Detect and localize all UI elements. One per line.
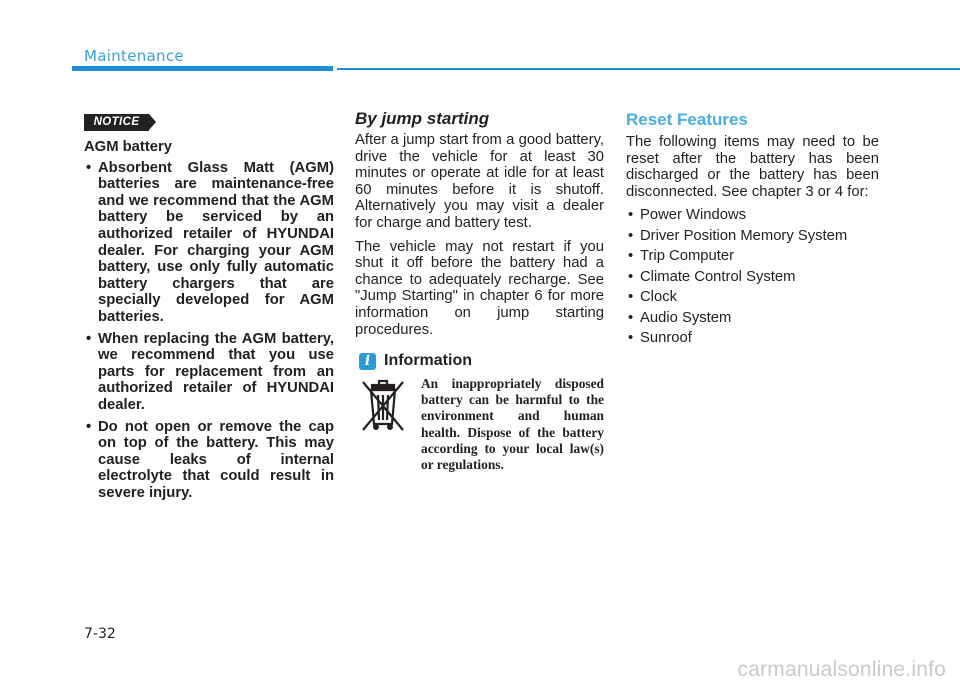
list-item: • Clock bbox=[626, 289, 879, 306]
list-item: • Driver Position Memory System bbox=[626, 228, 879, 245]
reset-intro: The following items may need to be reset after the battery has been discharged or the battery has been disconnected. See chapter 3 or 4 for: bbox=[626, 134, 879, 200]
jump-body bbox=[355, 132, 604, 345]
info-title: Information bbox=[384, 352, 472, 369]
header-rule-thick bbox=[72, 66, 333, 71]
list-item: • Audio System bbox=[626, 310, 879, 327]
reset-list bbox=[626, 207, 879, 347]
header-rule-thin bbox=[337, 68, 960, 70]
notice-body bbox=[84, 139, 334, 506]
jump-para-2: The vehicle may not restart if you shut it off before the battery had a chance to adequately recharge. See "Jump Starting" in chapter 6 for more information on jump starting procedures. bbox=[355, 238, 604, 338]
list-item: • Climate Control System bbox=[626, 269, 879, 286]
jump-heading: By jump starting bbox=[355, 109, 490, 128]
notice-item: • Absorbent Glass Matt (AGM) batteries are maintenance-free and we recommend that the AGM battery be serviced by an authorized retailer of HYUNDAI dealer. For charging your AGM battery, use only fully automatic battery chargers that are specially developed for AGM batteries. bbox=[84, 160, 334, 326]
notice-title: AGM battery bbox=[84, 139, 172, 155]
list-item: • Trip Computer bbox=[626, 248, 879, 265]
notice-badge: NOTICE bbox=[84, 114, 149, 131]
list-item: • Sunroof bbox=[626, 330, 879, 347]
notice-item: • Do not open or remove the cap on top of the battery. This may cause leaks of internal electrolyte that could result in severe injury. bbox=[84, 419, 334, 502]
info-text: An inappropriately disposed battery can be harmful to the environment and human health. Dispose of the battery according to your local law(s) or regulations. bbox=[421, 376, 604, 473]
info-heading bbox=[359, 352, 472, 370]
page-number: 7-32 bbox=[84, 626, 116, 642]
section-label: Maintenance bbox=[84, 47, 184, 65]
reset-body bbox=[626, 134, 879, 351]
notice-list bbox=[84, 160, 334, 502]
info-icon: i bbox=[359, 353, 376, 370]
reset-heading: Reset Features bbox=[626, 110, 748, 129]
watermark: carmanualsonline.info bbox=[737, 658, 946, 681]
crossed-out-bin-icon bbox=[357, 378, 409, 438]
jump-para-1: After a jump start from a good battery, drive the vehicle for at least 30 minutes or operate at idle for at least 60 minutes before it is shutoff. Alternatively you may visit a dealer for charge and battery test. bbox=[355, 132, 604, 231]
notice-item: • When replacing the AGM battery, we recommend that you use parts for replacement from an authorized retailer of HYUNDAI dealer. bbox=[84, 331, 334, 414]
list-item: • Power Windows bbox=[626, 207, 879, 224]
